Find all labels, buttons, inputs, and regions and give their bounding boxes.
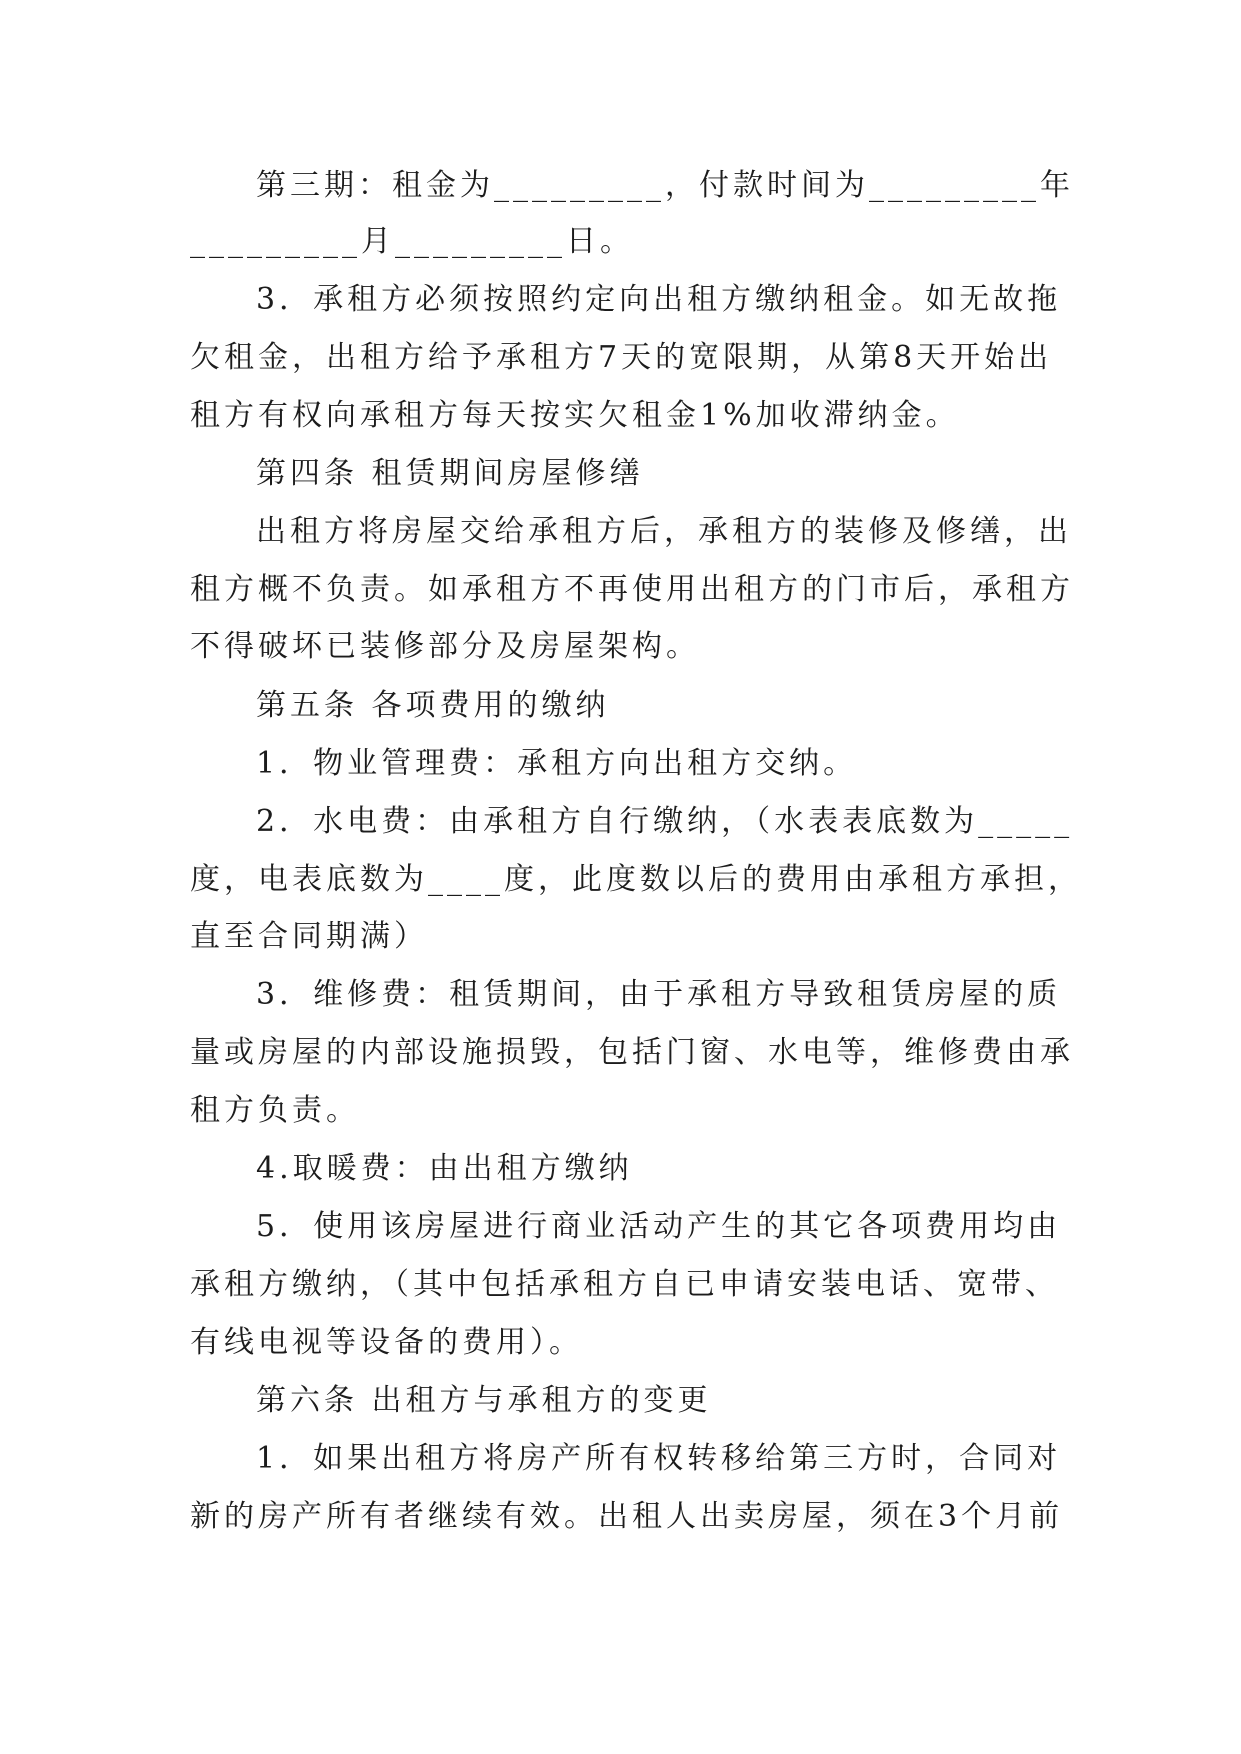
text-line: 不得破坏已装修部分及房屋架构。: [190, 629, 700, 664]
text-line: 5．使用该房屋进行商业活动产生的其它各项费用均由: [256, 1209, 1062, 1244]
article-heading: 第六条 出租方与承租方的变更: [256, 1383, 712, 1418]
text-line: 租方概不负责。如承租方不再使用出租方的门市后，承租方: [190, 572, 1074, 607]
article-heading: 第五条 各项费用的缴纳: [256, 688, 610, 723]
text-line: 4.取暖费：由出租方缴纳: [256, 1151, 633, 1186]
text-line: 3．维修费：租赁期间，由于承租方导致租赁房屋的质: [256, 977, 1062, 1012]
text-line: 1．如果出租方将房产所有权转移给第三方时，合同对: [256, 1441, 1062, 1476]
text-line: 2．水电费：由承租方自行缴纳，（水表表底数为_____: [256, 804, 1074, 839]
text-line: 新的房产所有者继续有效。出租人出卖房屋，须在3个月前: [190, 1499, 1064, 1534]
text-line: 租方有权向承租方每天按实欠租金1%加收滞纳金。: [190, 398, 960, 433]
text-line: 1．物业管理费：承租方向出租方交纳。: [256, 746, 858, 781]
text-line: 度，电表底数为____度，此度数以后的费用由承租方承担，: [190, 862, 1082, 897]
text-line: 租方负责。: [190, 1093, 360, 1128]
text-line: 直至合同期满）: [190, 919, 428, 954]
text-line: 第三期：租金为_________，付款时间为_________年: [256, 168, 1074, 203]
text-line: 3．承租方必须按照约定向出租方缴纳租金。如无故拖: [256, 282, 1062, 317]
text-line: 欠租金，出租方给予承租方7天的宽限期，从第8天开始出: [190, 340, 1053, 375]
text-line: 承租方缴纳，（其中包括承租方自已申请安装电话、宽带、: [190, 1267, 1059, 1302]
text-line: 量或房屋的内部设施损毁，包括门窗、水电等，维修费由承: [190, 1035, 1074, 1070]
article-heading: 第四条 租赁期间房屋修缮: [256, 456, 644, 491]
text-line: 出租方将房屋交给承租方后，承租方的装修及修缮，出: [256, 514, 1072, 549]
text-line: _________月_________日。: [190, 224, 634, 259]
text-line: 有线电视等设备的费用）。: [190, 1325, 583, 1360]
